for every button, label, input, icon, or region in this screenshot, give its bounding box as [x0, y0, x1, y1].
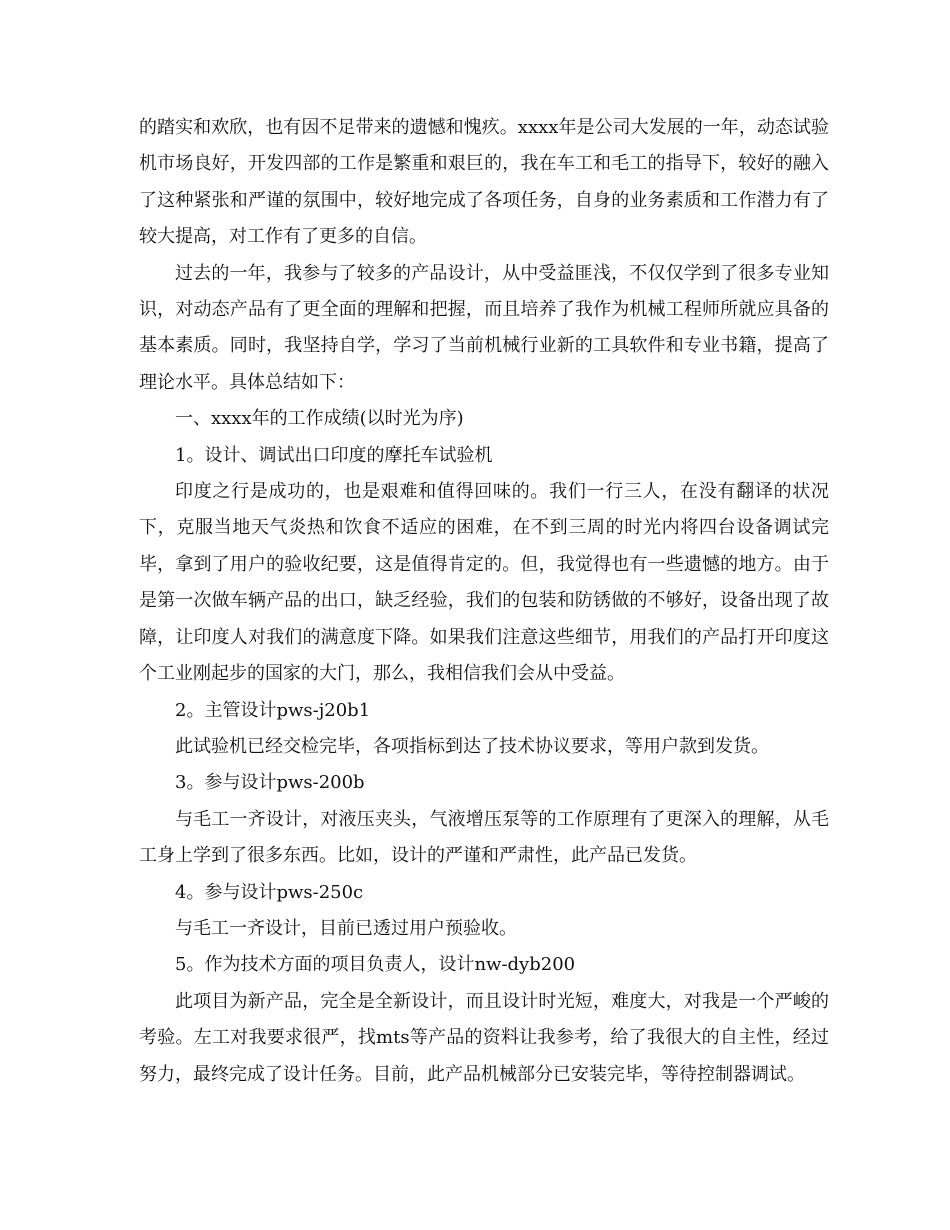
item-heading-1: 1。设计、调试出口印度的摩托车试验机	[175, 444, 493, 466]
item-heading-4: 4。参与设计pws-250c	[175, 881, 364, 903]
document-body	[139, 110, 829, 1093]
item-body-3: 与毛工一齐设计，对液压夹头，气液增压泵等的工作原理有了更深入的理解，从毛工身上学到了很多东西。比如，设计的严谨和严肃性，此产品已发货。	[139, 808, 829, 867]
section-heading-achievements: 一、xxxx年的工作成绩(以时光为序)	[175, 408, 464, 430]
item-heading-5: 5。作为技术方面的项目负责人，设计nw-dyb200	[175, 954, 576, 976]
item-body-4: 与毛工一齐设计，目前已透过用户预验收。	[175, 917, 517, 939]
item-body-5: 此项目为新产品，完全是全新设计，而且设计时光短，难度大，对我是一个严峻的考验。左工对我要求很严，找mts等产品的资料让我参考，给了我很大的自主性，经过努力，最终完成了设计任务。目前，此产品机械部分已安装完毕，等待控制器调试。	[139, 990, 829, 1085]
paragraph-continuation: 的踏实和欢欣，也有因不足带来的遗憾和愧疚。xxxx年是公司大发展的一年，动态试验机市场良好，开发四部的工作是繁重和艰巨的，我在车工和毛工的指导下，较好的融入了这种紧张和严谨的氛围中，较好地完成了各项任务，自身的业务素质和工作潜力有了较大提高，对工作有了更多的自信。	[139, 117, 829, 248]
item-heading-2: 2。主管设计pws-j20b1	[175, 699, 371, 721]
paragraph-overview: 过去的一年，我参与了较多的产品设计，从中受益匪浅，不仅仅学到了很多专业知识，对动态产品有了更全面的理解和把握，而且培养了我作为机械工程师所就应具备的基本素质。同时，我坚持自学，学习了当前机械行业新的工具软件和专业书籍，提高了理论水平。具体总结如下：	[139, 262, 829, 393]
item-body-1: 印度之行是成功的，也是艰难和值得回味的。我们一行三人，在没有翻译的状况下，克服当地天气炎热和饮食不适应的困难，在不到三周的时光内将四台设备调试完毕，拿到了用户的验收纪要，这是值得肯定的。但，我觉得也有一些遗憾的地方。由于是第一次做车辆产品的出口，缺乏经验，我们的包装和防锈做的不够好，设备出现了故障，让印度人对我们的满意度下降。如果我们注意这些细节，用我们的产品打开印度这个工业刚起步的国家的大门，那么，我相信我们会从中受益。	[139, 481, 829, 685]
item-heading-3: 3。参与设计pws-200b	[175, 772, 365, 794]
item-body-2: 此试验机已经交检完毕，各项指标到达了技术协议要求，等用户款到发货。	[175, 735, 769, 757]
